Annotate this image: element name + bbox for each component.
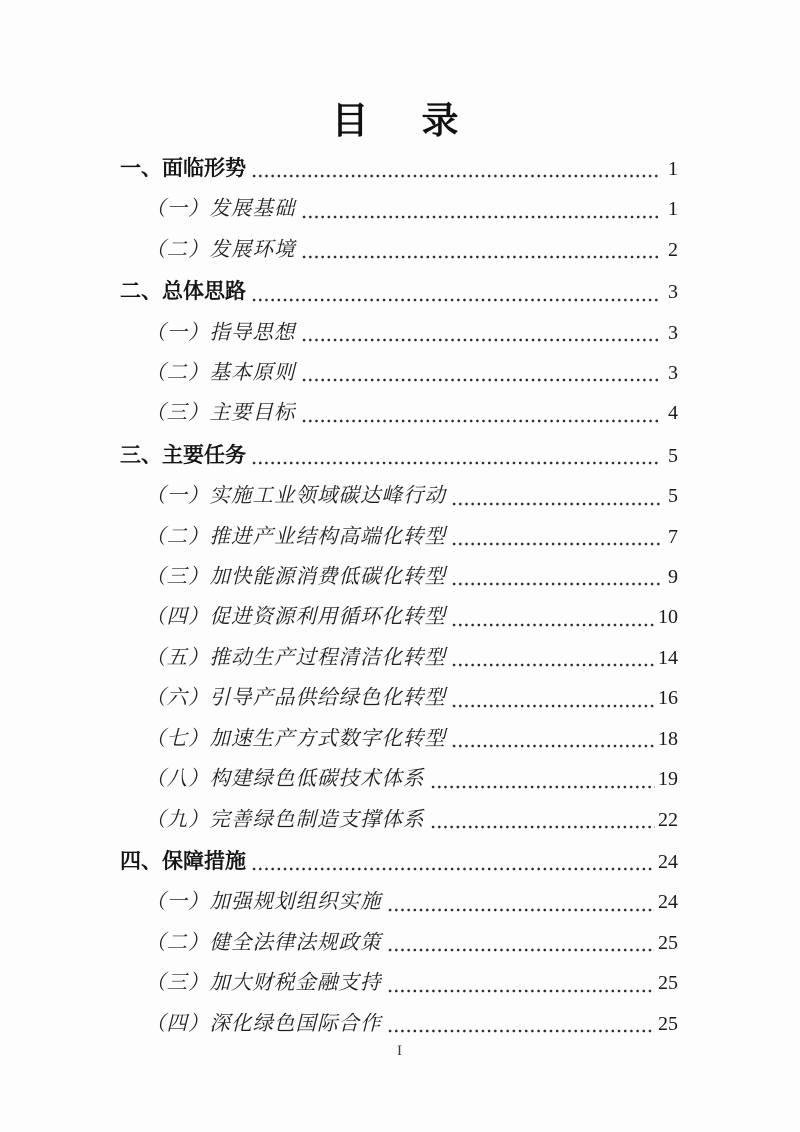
- toc-leader-dots: [451, 542, 661, 546]
- toc-entry-label: （二）推进产业结构高端化转型: [145, 525, 446, 548]
- toc-entry-label: （三）主要目标: [145, 402, 296, 425]
- toc-entry: [120, 963, 678, 1003]
- toc-entry-page: 1: [668, 158, 678, 180]
- toc-entry-page: 24: [658, 850, 678, 873]
- toc-entry: [120, 719, 678, 759]
- toc-leader-dots: [251, 867, 655, 871]
- toc-leader-dots: [301, 338, 662, 342]
- toc-leader-dots: [451, 744, 655, 748]
- toc-leader-dots: [387, 948, 656, 952]
- toc-entry: [120, 800, 678, 840]
- toc-entry: [120, 597, 678, 637]
- toc-entry-label: （三）加快能源消费低碳化转型: [145, 566, 446, 589]
- toc-leader-dots: [251, 174, 661, 178]
- toc-entry-page: 2: [668, 238, 678, 261]
- toc-entry-page: 5: [668, 444, 678, 467]
- toc-entry: [120, 923, 678, 963]
- toc-leader-dots: [301, 378, 662, 382]
- toc-entry-page: 3: [668, 362, 678, 385]
- toc-entry-page: 9: [668, 566, 678, 589]
- toc-entry: [120, 189, 678, 229]
- toc-entry-page: 25: [658, 931, 678, 954]
- toc-entry: [120, 557, 678, 597]
- toc-entry-page: 19: [658, 768, 678, 791]
- toc-entry-label: （一）发展基础: [145, 198, 296, 221]
- toc-entry-page: 25: [658, 972, 678, 995]
- toc-entry-label: （一）加强规划组织实施: [145, 891, 382, 914]
- toc-entry-page: 1: [668, 198, 678, 221]
- toc-entry-page: 16: [658, 687, 678, 710]
- toc-entry: [120, 230, 678, 270]
- toc-entry-label: （一）指导思想: [145, 321, 296, 344]
- toc-entry-label: 三、主要任务: [120, 443, 246, 467]
- toc-entry: [120, 517, 678, 557]
- page-footer: [0, 1042, 800, 1060]
- toc-entry: [120, 436, 678, 476]
- toc-entry-page: 3: [668, 281, 678, 304]
- toc-entry-label: （二）健全法律法规政策: [145, 931, 382, 954]
- toc-entry-page: 14: [658, 646, 678, 669]
- toc-entry-page: 5: [668, 485, 678, 508]
- toc-leader-dots: [451, 623, 655, 627]
- toc-entry: [120, 842, 678, 882]
- toc-leader-dots: [301, 215, 662, 219]
- toc-entry-label: （一）实施工业领域碳达峰行动: [145, 485, 446, 508]
- toc-entry-label: （二）发展环境: [145, 238, 296, 261]
- toc-leader-dots: [430, 825, 656, 829]
- toc-entry-label: 二、总体思路: [120, 280, 246, 304]
- toc-leader-dots: [387, 1029, 656, 1033]
- toc-entry-label: （六）引导产品供给绿色化转型: [145, 687, 446, 710]
- toc-entry-label: 一、面临形势: [120, 157, 246, 180]
- toc-leader-dots: [451, 502, 661, 506]
- toc-entry-label: （八）构建绿色低碳技术体系: [145, 768, 425, 791]
- toc-entry-page: 3: [668, 321, 678, 344]
- toc-title: 目 录: [331, 101, 467, 142]
- toc-entry: [120, 353, 678, 393]
- toc-leader-dots: [451, 663, 655, 667]
- toc-entry: [120, 272, 678, 312]
- toc-entry: [120, 678, 678, 718]
- toc-leader-dots: [387, 989, 656, 993]
- toc-entry-page: 18: [658, 727, 678, 750]
- page-footer-number: I: [397, 1043, 403, 1059]
- toc-entry-label: （二）基本原则: [145, 362, 296, 385]
- toc-entry: [120, 149, 678, 189]
- toc-entry-label: （四）深化绿色国际合作: [145, 1012, 382, 1035]
- toc-entry-label: 四、保障措施: [120, 849, 246, 873]
- toc-entry: [120, 638, 678, 678]
- toc-leader-dots: [451, 704, 655, 708]
- toc-entry-page: 7: [668, 525, 678, 548]
- toc-leader-dots: [301, 255, 662, 259]
- toc-entry: [120, 476, 678, 516]
- toc-entry-label: （五）推动生产过程清洁化转型: [145, 646, 446, 669]
- toc-entry-label: （七）加速生产方式数字化转型: [145, 727, 446, 750]
- toc-entry-page: 22: [658, 808, 678, 831]
- toc-entry: [120, 1004, 678, 1044]
- toc-leader-dots: [301, 419, 662, 423]
- toc-leader-dots: [251, 298, 661, 302]
- toc-leader-dots: [451, 582, 661, 586]
- toc-entry-page: 24: [658, 891, 678, 914]
- toc-entry-page: 25: [658, 1012, 678, 1035]
- toc-entry-label: （三）加大财税金融支持: [145, 972, 382, 995]
- toc-entry: [120, 759, 678, 799]
- toc-entry-label: （四）促进资源利用循环化转型: [145, 606, 446, 629]
- toc-entry: [120, 313, 678, 353]
- toc-entry-page: 4: [668, 402, 678, 425]
- toc-leader-dots: [251, 461, 661, 465]
- toc-entry-page: 10: [658, 606, 678, 629]
- toc-leader-dots: [430, 785, 656, 789]
- toc-list: [120, 149, 678, 1044]
- toc-entry: [120, 393, 678, 433]
- toc-leader-dots: [387, 908, 656, 912]
- toc-entry-label: （九）完善绿色制造支撑体系: [145, 808, 425, 831]
- toc-entry: [120, 882, 678, 922]
